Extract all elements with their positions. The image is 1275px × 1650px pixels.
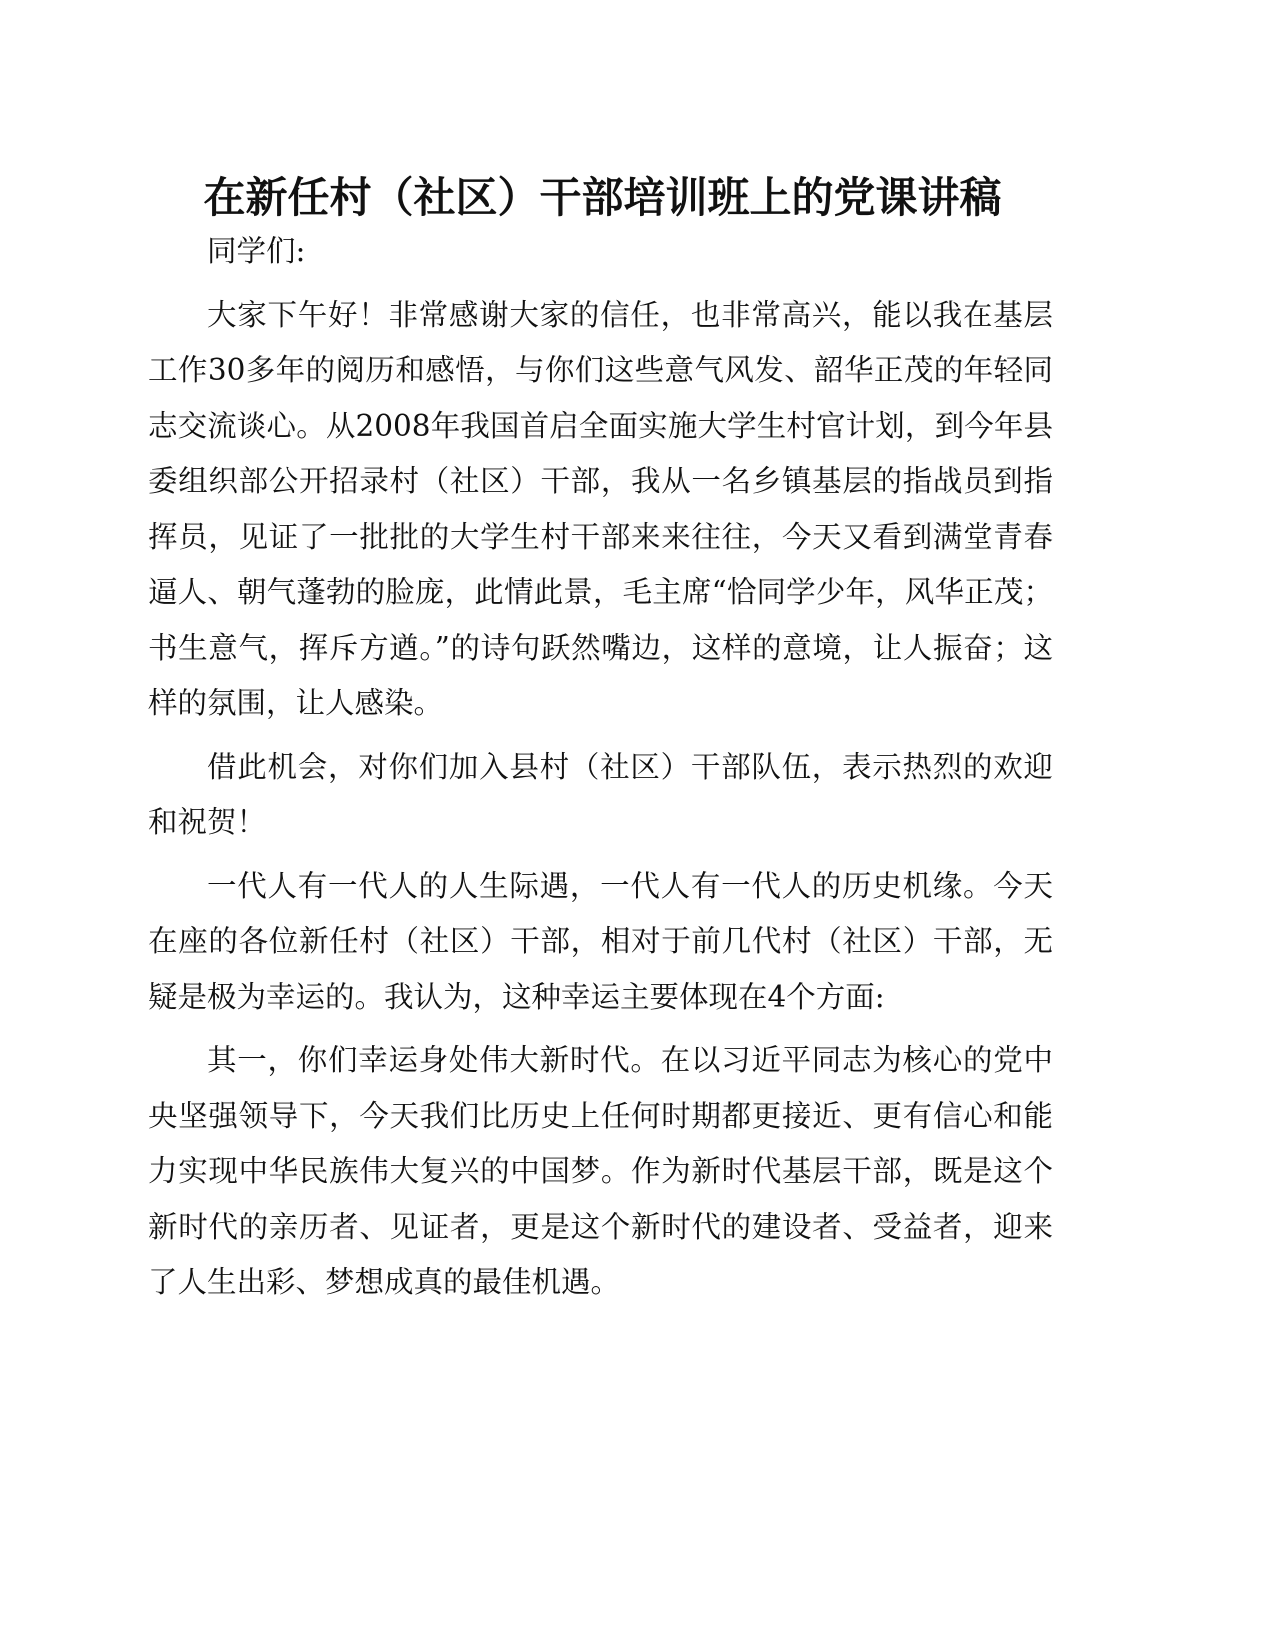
paragraph: 其一，你们幸运身处伟大新时代。在以习近平同志为核心的党中央坚强领导下，今天我们比历史上任何时期都更接近、更有信心和能力实现中华民族伟大复兴的中国梦。作为新时代基层干部，既是这个新时代的亲历者、见证者，更是这个新时代的建设者、受益者，迎来了人生出彩、梦想成真的最佳机遇。 (148, 1043, 1053, 1299)
document-title: 在新任村（社区）干部培训班上的党课讲稿 (203, 173, 1002, 222)
paragraph: 一代人有一代人的人生际遇，一代人有一代人的历史机缘。今天在座的各位新任村（社区）干部，相对于前几代村（社区）干部，无疑是极为幸运的。我认为，这种幸运主要体现在4个方面: (148, 868, 1053, 1014)
paragraph: 借此机会，对你们加入县村（社区）干部队伍，表示热烈的欢迎和祝贺！ (148, 749, 1053, 839)
paragraph: 大家下午好！非常感谢大家的信任，也非常高兴，能以我在基层工作30多年的阅历和感悟，与你们这些意气风发、韶华正茂的年轻同志交流谈心。从2008年我国首启全面实施大学生村官计划，到今年县委组织部公开招录村（社区）干部，我从一名乡镇基层的指战员到指挥员，见证了一批批的大学生村干部来来往往，今天又看到满堂青春逼人、朝气蓬勃的脸庞，此情此景，毛主席“恰同学少年，风华正茂；书生意气，挥斥方遒。”的诗句跃然嘴边，这样的意境，让人振奋；这样的氛围，让人感染。 (148, 297, 1053, 720)
document-body (148, 224, 1053, 1319)
greeting: 同学们: (207, 234, 306, 268)
